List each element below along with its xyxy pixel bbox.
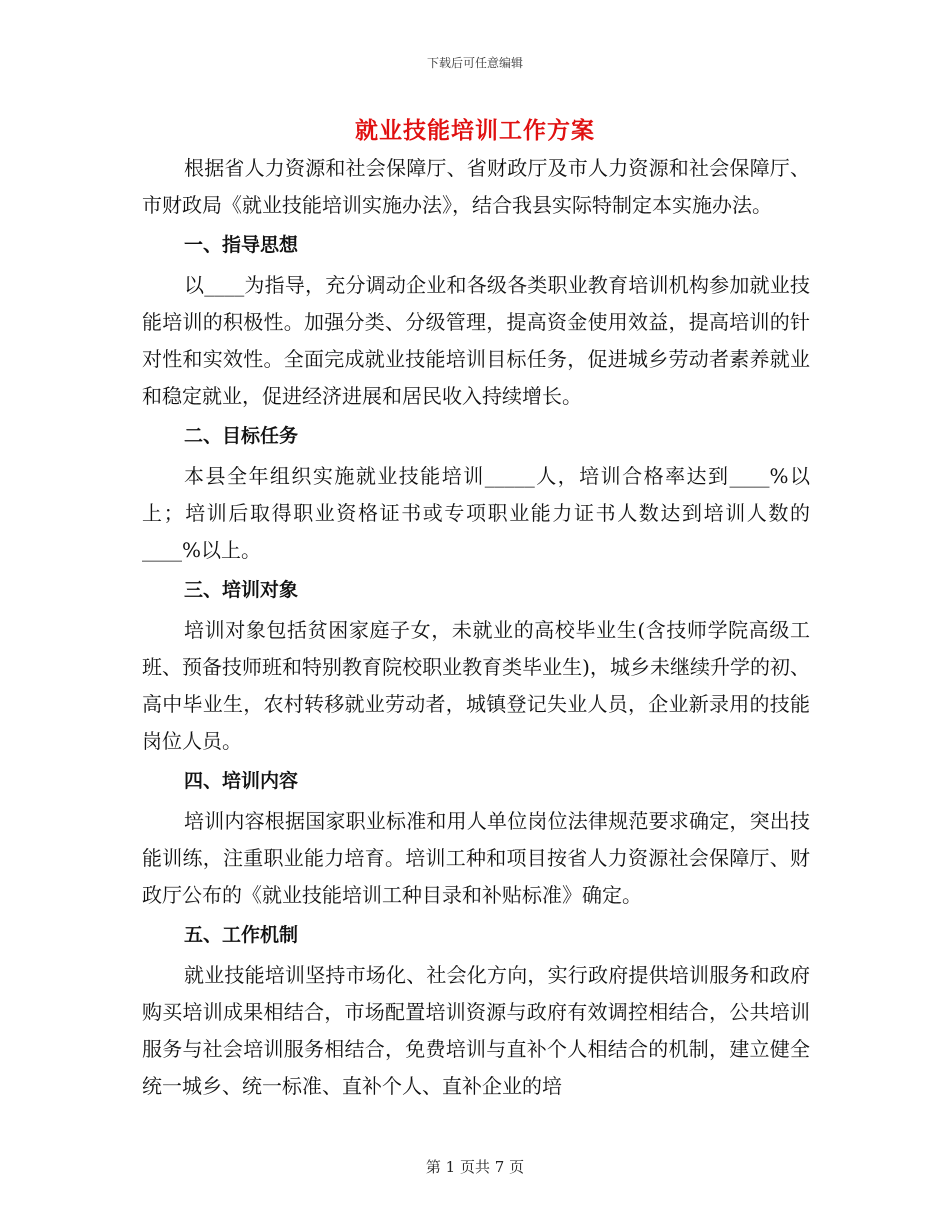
section-heading-target-tasks: 二、目标任务 [184,425,299,447]
intro-paragraph: 根据省人力资源和社会保障厅、省财政厅及市人力资源和社会保障厅、市财政局《就业技能培训实施办法》，结合我县实际特制定本实施办法。 [142,156,810,217]
document-title: 就业技能培训工作方案 [355,117,595,144]
section-heading-training-targets: 三、培训对象 [184,579,299,601]
section-heading-guiding-ideology: 一、指导思想 [184,234,299,256]
page-number-footer: 第 1 页共 7 页 [425,1158,525,1176]
section-body-work-mechanism: 就业技能培训坚持市场化、社会化方向，实行政府提供培训服务和政府购买培训成果相结合，市场配置培训资源与政府有效调控相结合，公共培训服务与社会培训服务相结合，免费培训与直补个人相结合的机制，建立健全统一城乡、统一标准、直补个人、直补企业的培 [142,963,810,1098]
header-note: 下载后可任意编辑 [426,56,523,70]
section-heading-training-content: 四、培训内容 [184,770,299,792]
section-body-training-content: 培训内容根据国家职业标准和用人单位岗位法律规范要求确定，突出技能训练，注重职业能力培育。培训工种和项目按省人力资源社会保障厅、财政厅公布的《就业技能培训工种目录和补贴标准》确定。 [142,809,810,907]
section-body-target-tasks: 本县全年组织实施就业技能培训_____人，培训合格率达到____%以上；培训后取得职业资格证书或专项职业能力证书人数达到培训人数的____%以上。 [142,464,810,562]
section-body-guiding-ideology: 以____为指导，充分调动企业和各级各类职业教育培训机构参加就业技能培训的积极性。加强分类、分级管理，提高资金使用效益，提高培训的针对性和实效性。全面完成就业技能培训目标任务，促进城乡劳动者素养就业和稳定就业，促进经济进展和居民收入持续增长。 [142,273,810,408]
section-heading-work-mechanism: 五、工作机制 [184,924,299,946]
section-body-training-targets: 培训对象包括贫困家庭子女，未就业的高校毕业生(含技师学院高级工班、预备技师班和特别教育院校职业教育类毕业生)，城乡未继续升学的初、高中毕业生，农村转移就业劳动者，城镇登记失业人员，企业新录用的技能岗位人员。 [142,618,810,753]
document-body [142,150,810,1105]
